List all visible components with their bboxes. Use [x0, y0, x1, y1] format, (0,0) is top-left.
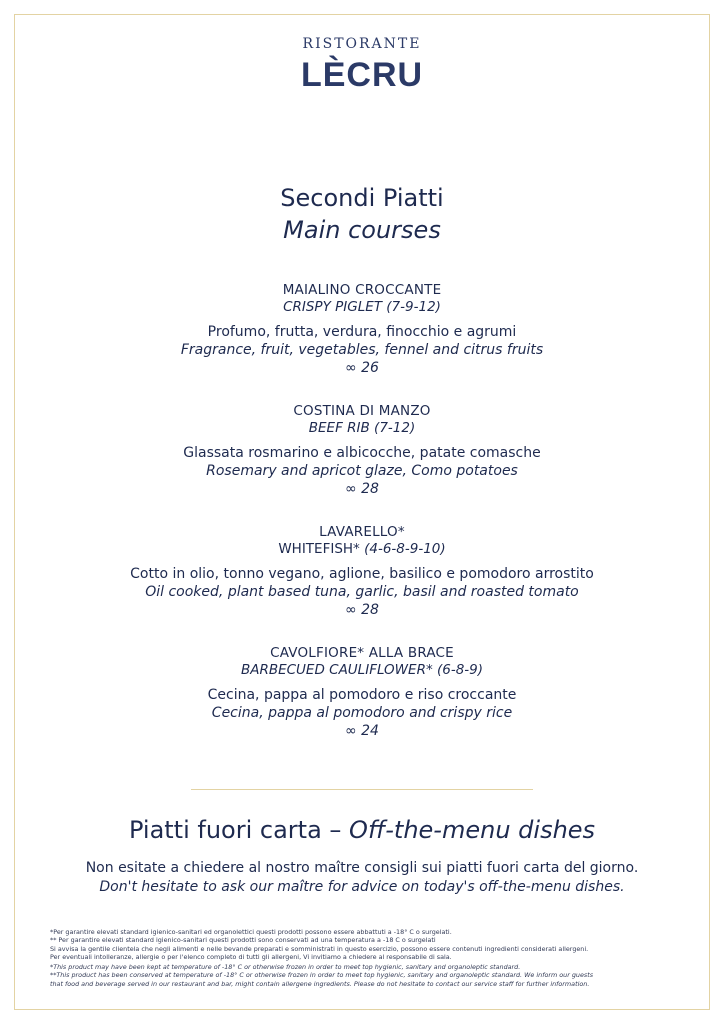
off-menu-title-en: Off-the-menu dishes: [349, 816, 596, 844]
dish-name-en-italic: BEEF RIB (7-12): [308, 420, 416, 436]
dish-name-en-italic: CRISPY PIGLET (7-9-12): [283, 299, 441, 315]
footnote-en-block: [50, 963, 680, 988]
dish-description-en: Oil cooked, plant based tuna, garlic, basil and roasted tomato: [145, 584, 579, 600]
dish-price: ∞ 26: [345, 360, 379, 376]
dish-description-it: Cotto in olio, tonno vegano, aglione, basilico e pomodoro arrostito: [130, 566, 594, 582]
dish-description-it: Cecina, pappa al pomodoro e riso croccante: [207, 687, 517, 703]
dish-description-en: Fragrance, fruit, vegetables, fennel and citrus fruits: [180, 342, 544, 358]
dish-price: ∞ 24: [345, 723, 379, 739]
section-title: [0, 182, 724, 246]
dish-description-en: Rosemary and apricot glaze, Como potatoes: [206, 463, 518, 479]
footnote-it: Si avvisa la gentile clientela che negli alimenti e nelle bevande preparati e somministrati in questo esercizio, possono essere contenuti ingredienti considerati allergeni.: [50, 944, 589, 953]
dish-name-it: COSTINA DI MANZO: [293, 403, 431, 419]
dish-list: [0, 282, 724, 766]
footnotes: [50, 928, 680, 988]
dish-name-en-italic: BARBECUED CAULIFLOWER* (6-8-9): [240, 662, 484, 678]
section-divider: [191, 789, 533, 790]
dish-name-it: MAIALINO CROCCANTE: [282, 282, 442, 298]
dish-name-en: [0, 541, 724, 558]
dish-item: [0, 524, 724, 645]
footnote-it: *Per garantire elevati standard igienico-sanitari ed organolettici questi prodotti possono essere abbattuti a -18° C o surgelati.: [50, 928, 452, 936]
logo-brand: LÈCRU: [300, 56, 424, 94]
section-title-it: Secondi Piatti: [280, 184, 444, 212]
dish-description-it: Glassata rosmarino e albicocche, patate comasche: [183, 445, 541, 461]
dish-name-en-plain: WHITEFISH*: [278, 541, 360, 557]
dish-name-it: LAVARELLO*: [319, 524, 405, 540]
dish-price: ∞ 28: [345, 602, 379, 618]
dish-name-en: [0, 662, 724, 679]
dish-name-it: CAVOLFIORE* ALLA BRACE: [270, 645, 454, 661]
off-menu-title: [0, 813, 724, 847]
off-menu-note-it: Non esitate a chiedere al nostro maître consigli sui piatti fuori carta del giorno.: [85, 860, 639, 876]
dish-item: [0, 645, 724, 766]
dish-name-en: [0, 299, 724, 316]
dish-item: [0, 282, 724, 403]
off-menu-title-it: Piatti fuori carta –: [128, 816, 350, 844]
footnote-en: **This product has been conserved at temperature of -18° C or otherwise frozen in order to meet top hygienic, sanitary and organoleptic standard. We inform our guests: [50, 971, 594, 980]
section-title-en: Main courses: [283, 216, 441, 244]
logo-ristorante: RISTORANTE: [302, 36, 422, 52]
dish-price: ∞ 28: [345, 481, 379, 497]
restaurant-logo: [0, 36, 724, 94]
footnote-it: ** Per garantire elevati standard igienico-sanitari questi prodotti sono conservati ad una temperatura a -18 C o surgelati: [50, 936, 436, 945]
dish-item: [0, 403, 724, 524]
dish-name-en: [0, 420, 724, 437]
footnote-en: *This product may have been kept at temperature of -18° C or otherwise frozen in order to meet top hygienic, sanitary and organoleptic standard.: [50, 963, 521, 972]
off-menu-note-en: Don't hesitate to ask our maître for advice on today's off-the-menu dishes.: [99, 879, 625, 895]
off-menu-section: [0, 813, 724, 897]
dish-name-en-italic: (4-6-8-9-10): [359, 541, 446, 557]
footnote-en: that food and beverage served in our restaurant and bar, might contain allergene ingredients. Please do not hesitate to contact our service staff for further information.: [50, 979, 590, 988]
dish-description-it: Profumo, frutta, verdura, finocchio e agrumi: [207, 324, 517, 340]
footnote-it: Per eventuali intolleranze, allergie o per l'elenco completo di tutti gli allergeni, Vi invitiamo a chiedere al responsabile di sala.: [50, 952, 452, 961]
dish-description-en: Cecina, pappa al pomodoro and crispy rice: [211, 705, 513, 721]
